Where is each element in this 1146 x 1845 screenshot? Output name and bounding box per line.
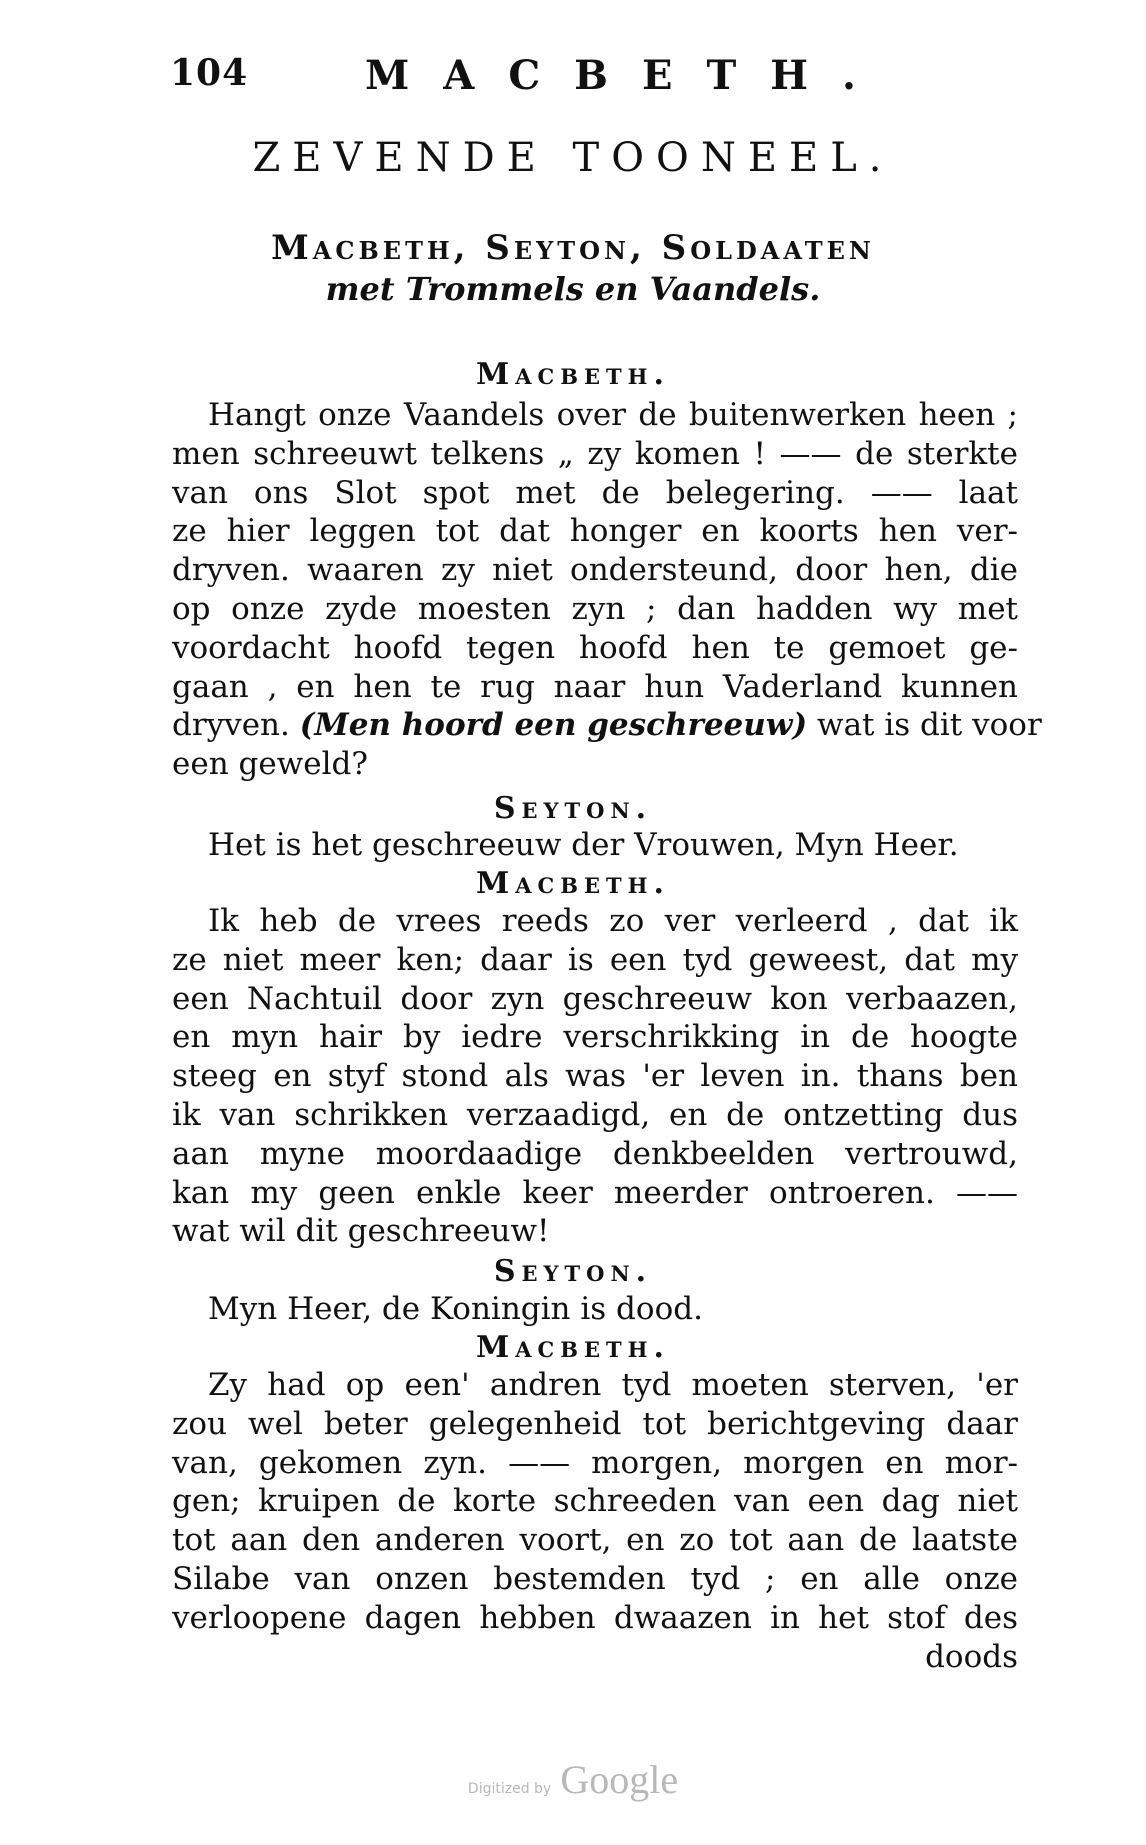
speech-line: van ons Slot spot met de belegering. —— laat <box>172 474 1018 511</box>
speech-line: men schreeuwt telkens „ zy komen ! —— de sterkte <box>172 435 1018 472</box>
speech-line: doods <box>925 1638 1018 1675</box>
speech-line: gaan , en hen te rug naar hun Vaderland kunnen <box>172 668 1018 705</box>
speech-line: Hangt onze Vaandels over de buitenwerken heen ; <box>208 397 1018 433</box>
speech-line: Het is het geschreeuw der Vrouwen, Myn Heer. <box>208 827 959 863</box>
page-header <box>170 52 1030 112</box>
speech-line: Myn Heer, de Koningin is dood. <box>208 1291 703 1327</box>
watermark-caption: Digitized by <box>467 1781 552 1797</box>
google-logo: Google <box>560 1757 679 1802</box>
speech-line: van, gekomen zyn. —— morgen, morgen en mor- <box>172 1444 1018 1481</box>
speech-line: verloopene dagen hebben dwaazen in het stof des <box>172 1599 1018 1636</box>
speech-block <box>172 826 1018 865</box>
page-number: 104 <box>170 52 249 94</box>
stage-direction: met Trommels en Vaandels. <box>325 270 821 308</box>
inline-stage-direction: (Men hoord een geschreeuw) <box>299 707 808 744</box>
speech-block <box>172 1366 1018 1676</box>
running-title: MACBETH. <box>365 52 890 99</box>
speech-fragment: dryven. <box>172 707 290 744</box>
speech-line: een geweld? <box>172 746 368 783</box>
speech-line: dryven. waaren zy niet ondersteund, door hen, die <box>172 552 1018 589</box>
speech-line: op onze zyde moesten zyn ; dan hadden wy met <box>172 590 1018 627</box>
scene-title: ZEVENDE TOONEEL. <box>252 135 894 181</box>
speech-line: kan my geen enkle keer meerder ontroeren. —— <box>172 1174 1018 1211</box>
speech-block <box>172 1290 1018 1329</box>
digitization-watermark <box>0 1756 1146 1803</box>
speaker-name: Macbeth. <box>476 1330 670 1365</box>
speaker-name: Macbeth. <box>476 866 670 901</box>
speech-line: een Nachtuil door zyn geschreeuw kon verbaazen, <box>172 980 1018 1017</box>
speech-block <box>172 396 1042 784</box>
speech-line: Ik heb de vrees reeds zo ver verleerd , dat ik <box>208 903 1018 939</box>
speech-line: Silabe van onzen bestemden tyd ; en alle onze <box>172 1560 1018 1597</box>
speaker-name: Seyton. <box>493 1254 653 1289</box>
speech-line: zou wel beter gelegenheid tot berichtgeving daar <box>172 1405 1018 1442</box>
speech-line: wat wil dit geschreeuw! <box>172 1213 550 1250</box>
speech-line: tot aan den anderen voort, en zo tot aan de laatste <box>172 1522 1018 1559</box>
speech-line: gen; kruipen de korte schreeden van een dag niet <box>172 1483 1018 1520</box>
speech-fragment: wat is dit voor <box>817 707 1042 744</box>
speech-line <box>172 706 1042 745</box>
speaker-name: Seyton. <box>493 791 653 826</box>
speech-line: ze niet meer ken; daar is een tyd geweest, dat my <box>172 941 1018 978</box>
speech-line: steeg en styf stond als was 'er leven in. thans ben <box>172 1058 1018 1095</box>
speech-line: aan myne moordaadige denkbeelden vertrouwd, <box>172 1135 1018 1172</box>
cast-list: Macbeth, Seyton, Soldaaten <box>271 228 875 268</box>
speech-line: voordacht hoofd tegen hoofd hen te gemoet ge- <box>172 629 1018 666</box>
speech-line: Zy had op een' andren tyd moeten sterven, 'er <box>208 1367 1018 1403</box>
speaker-name: Macbeth. <box>476 357 670 392</box>
speech-line: ik van schrikken verzaadigd, en de ontzetting dus <box>172 1096 1018 1133</box>
speech-line: en myn hair by iedre verschrikking in de hoogte <box>172 1019 1018 1056</box>
speech-line: ze hier leggen tot dat honger en koorts hen ver- <box>172 513 1018 550</box>
speech-block <box>172 902 1018 1251</box>
